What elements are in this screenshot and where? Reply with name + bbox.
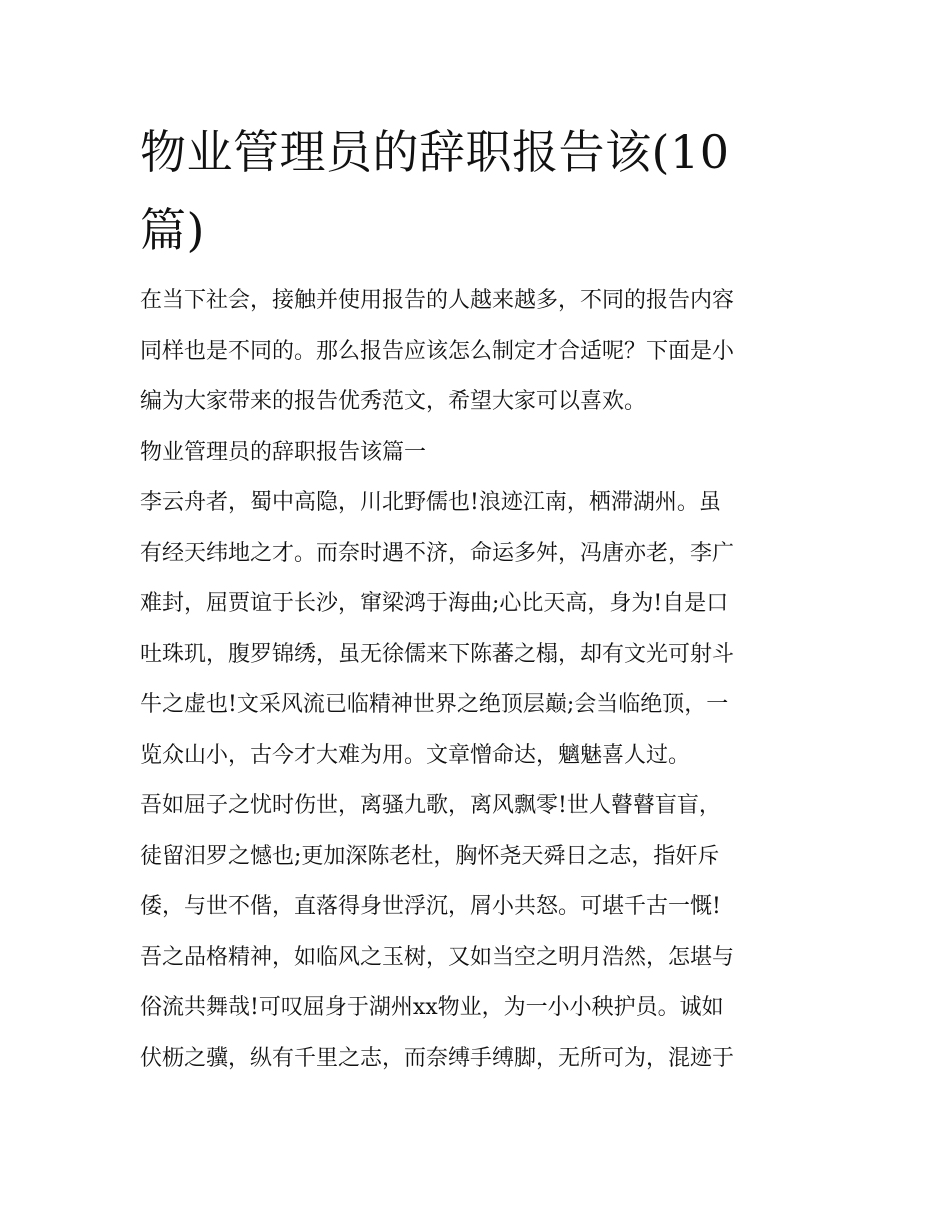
body-line: 牛之虚也!文采风流已临精神世界之绝顶层巅;会当临绝顶，一 bbox=[140, 692, 729, 717]
body-line: 同样也是不同的。那么报告应该怎么制定才合适呢？下面是小 bbox=[140, 338, 735, 364]
body-line: 李云舟者，蜀中高隐，川北野儒也!浪迹江南，栖滞湖州。虽 bbox=[140, 490, 721, 515]
body-line: 在当下社会，接触并使用报告的人越来越多，不同的报告内容 bbox=[140, 288, 735, 313]
section-heading: 物业管理员的辞职报告该篇一 bbox=[140, 439, 427, 465]
body-line: 难封，屈贾谊于长沙，窜梁鸿于海曲;心比天高，身为!自是口 bbox=[140, 591, 729, 616]
body-line: 伏枥之骥，纵有千里之志，而奈缚手缚脚，无所可为，混迹于 bbox=[140, 1045, 735, 1071]
body-line: 徒留汨罗之憾也;更加深陈老杜，胸怀尧天舜日之志，指奸斥 bbox=[140, 843, 720, 869]
body-line: 览众山小，古今才大难为用。文章憎命达，魑魅喜人过。 bbox=[140, 742, 691, 768]
document-title bbox=[140, 113, 820, 269]
body-line: 倭，与世不偕，直落得身世浮沉，屑小共怒。可堪千古一慨! bbox=[140, 894, 721, 919]
body-line: 有经天纬地之才。而奈时遇不济，命运多舛，冯唐亦老，李广 bbox=[140, 540, 735, 566]
body-line: 吾如屈子之忧时伤世，离骚九歌，离风飘零!世人瞽瞽盲盲， bbox=[140, 793, 721, 818]
body-line: 吾之品格精神，如临风之玉树，又如当空之明月浩然，怎堪与 bbox=[140, 944, 735, 970]
document-body bbox=[140, 276, 812, 1084]
body-line: 俗流共舞哉!可叹屈身于湖州xx物业，为一小小秧护员。诚如 bbox=[140, 995, 724, 1020]
body-line: 编为大家带来的报告优秀范文，希望大家可以喜欢。 bbox=[140, 389, 647, 414]
body-line: 吐珠玑，腹罗锦绣，虽无徐儒来下陈蕃之榻，却有文光可射斗 bbox=[140, 641, 735, 667]
title-line: 物业管理员的辞职报告该(10 bbox=[140, 125, 730, 179]
title-line: 篇) bbox=[140, 203, 205, 257]
